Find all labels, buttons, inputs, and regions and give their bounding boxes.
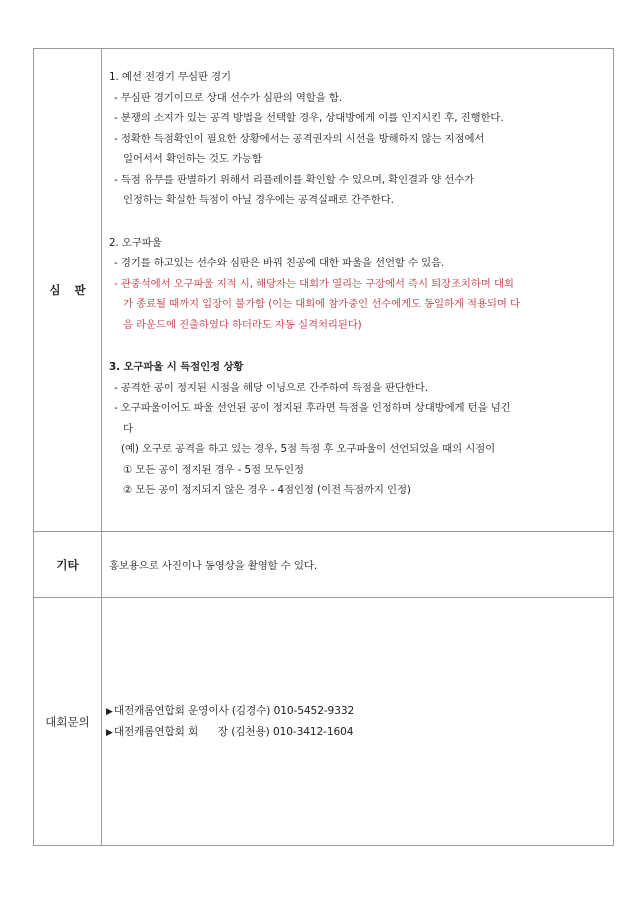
- contact-org: 대전캐롬연합회: [113, 704, 185, 717]
- rule-item: - 득점 유무를 판별하기 위해서 리플레이를 확인할 수 있으며, 확인결과 양 선수가: [114, 173, 475, 186]
- other-content: [102, 532, 613, 597]
- row-label-referee: [34, 49, 102, 531]
- contact-phone: 010-3412-1604: [272, 725, 354, 738]
- rule-item-warning-continuation: 음 라운드에 진출하였다 하더라도 자동 실격처리된다): [123, 318, 362, 331]
- spacer: [109, 335, 613, 357]
- referee-label: 심판: [49, 283, 100, 297]
- contact-item: [106, 722, 613, 743]
- contact-org: 대전캐롬연합회: [113, 725, 185, 738]
- other-text: 홍보용으로 사진이나 동영상을 촬영할 수 있다.: [109, 560, 318, 572]
- row-label-contact: [34, 598, 102, 845]
- table-row-referee: [34, 49, 613, 531]
- contact-name: (김천용): [231, 725, 270, 738]
- rule-item-continuation: 일어서서 확인하는 것도 가능함: [123, 153, 262, 165]
- triangle-bullet-icon: ▶: [106, 706, 113, 717]
- section-title: 1. 예선 전경기 무심판 경기: [109, 71, 231, 83]
- section-foul-score-recognition: [109, 357, 613, 501]
- row-label-other: [34, 532, 102, 597]
- example-case-2: ② 모든 공이 정지되지 않은 경우 - 4점인정 (이전 득점까지 인정): [123, 484, 411, 496]
- rule-item: - 무심판 경기이므로 상대 선수가 심판의 역할을 함.: [114, 91, 343, 104]
- table-row-contact: [34, 597, 613, 845]
- rule-item: - 공격한 공이 정지된 시점을 해당 이닝으로 간주하여 득점을 판단한다.: [114, 381, 428, 394]
- rule-item-warning: - 관중석에서 오구파울 지적 시, 해당자는 대회가 열리는 구장에서 즉시 퇴장조치하며 대회: [114, 277, 514, 290]
- section-wrong-ball-foul: [109, 233, 613, 336]
- section-title: 3. 오구파울 시 득점인정 상황: [109, 361, 244, 373]
- competition-rules-table: [33, 48, 614, 846]
- spacer: [109, 211, 613, 233]
- example-intro: (예) 오구로 공격을 하고 있는 경우, 5점 득점 후 오구파울이 선언되었을 때의 시점이: [121, 443, 496, 455]
- section-title: 2. 오구파울: [109, 236, 162, 249]
- contact-role: 회 장: [188, 725, 228, 738]
- rule-item: - 분쟁의 소지가 있는 공격 방법을 선택할 경우, 상대방에게 이를 인지시킨 후, 진행한다.: [114, 112, 504, 124]
- other-label: 기타: [56, 557, 79, 572]
- rule-item-continuation: 다: [123, 422, 133, 435]
- triangle-bullet-icon: ▶: [106, 727, 113, 738]
- example-case-1: ① 모든 공이 정지된 경우 - 5점 모두인정: [123, 463, 304, 476]
- table-row-other: [34, 531, 613, 597]
- referee-content: [102, 49, 613, 531]
- rule-item: - 경기를 하고있는 선수와 심판은 바꿔 친공에 대한 파울을 선언할 수 있음.: [114, 257, 445, 269]
- contact-content: [102, 598, 613, 845]
- contact-phone: 010-5452-9332: [273, 704, 355, 717]
- rule-item: - 오구파울이어도 파울 선언된 공이 정지된 후라면 득점을 인정하며 상대방에게 턴을 넘긴: [114, 402, 511, 414]
- contact-name: (김경수): [231, 704, 271, 717]
- rule-item-warning-continuation: 가 종료될 때까지 입장이 불가함 (이는 대회에 참가중인 선수에게도 동일하게 적용되며 다: [123, 298, 520, 310]
- contact-item: [106, 701, 613, 722]
- rule-item-continuation: 인정하는 확실한 득점이 아닐 경우에는 공격실패로 간주한다.: [123, 194, 394, 206]
- rule-item: - 정확한 득점확인이 필요한 상황에서는 공격권자의 시선을 방해하지 않는 지점에서: [114, 132, 485, 145]
- section-no-referee-match: [109, 67, 613, 211]
- contact-role: 운영이사: [188, 704, 229, 717]
- contact-label: 대회문의: [45, 714, 90, 729]
